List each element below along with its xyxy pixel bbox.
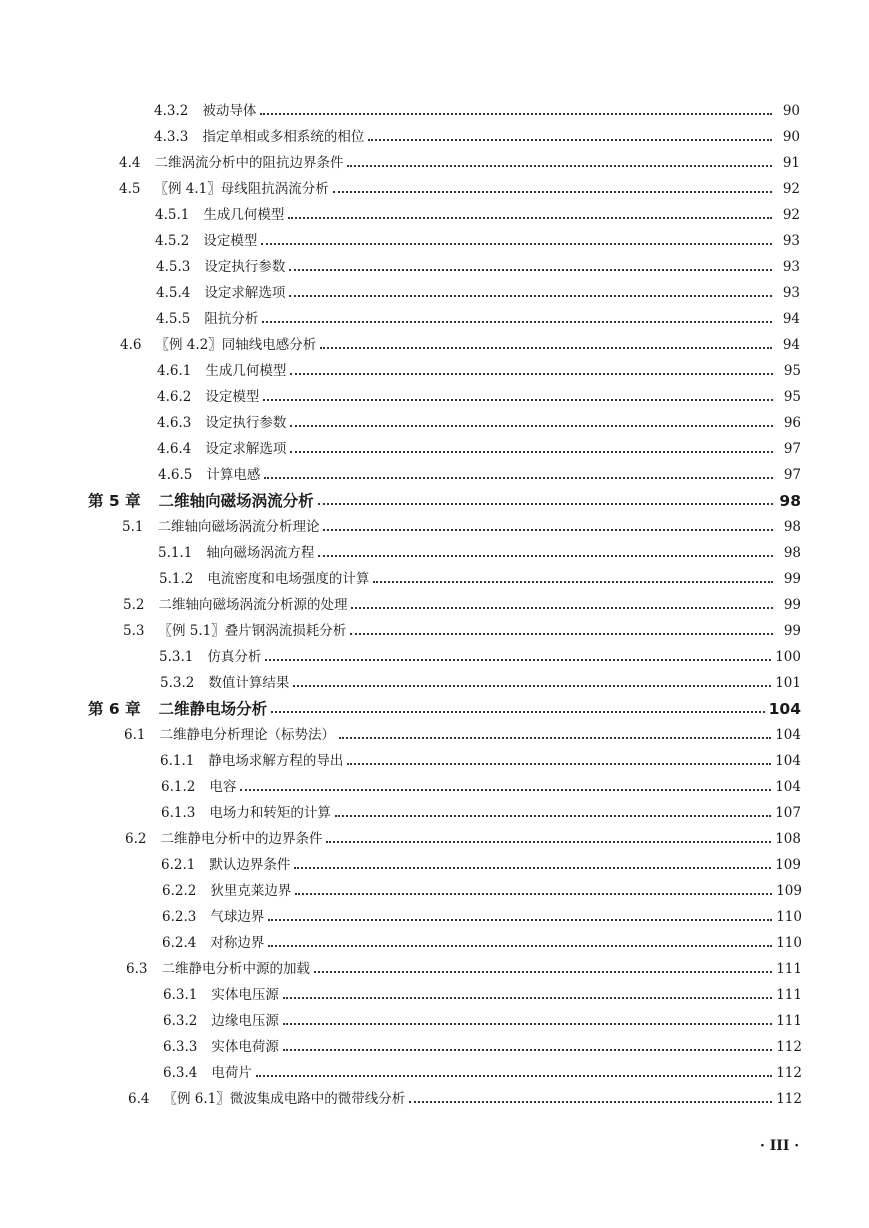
toc-leader-dots — [409, 1100, 772, 1103]
toc-entry-page: 96 — [783, 415, 801, 431]
toc-entry-page: 112 — [776, 1039, 802, 1055]
page-number: · III · — [760, 1138, 800, 1154]
toc-entry-number: 6.2.4 — [162, 935, 197, 951]
toc-entry — [155, 206, 800, 224]
toc-leader-dots — [271, 710, 765, 713]
toc-entry-number: 4.3.3 — [154, 129, 189, 145]
toc-entry — [123, 596, 801, 614]
toc-entry-number: 4.3.2 — [154, 103, 189, 119]
toc-entry-number: 4.6.1 — [157, 363, 192, 379]
toc-entry-number: 5.1.2 — [159, 571, 194, 587]
toc-entry-title: 生成几何模型 — [203, 207, 285, 223]
toc-entry-title: 〖例 6.1〗微波集成电路中的微带线分析 — [163, 1091, 406, 1107]
toc-entry-number: 5.3 — [123, 623, 145, 639]
toc-entry-page: 94 — [782, 311, 800, 327]
toc-entry — [158, 544, 801, 562]
toc-entry — [155, 232, 800, 250]
toc-leader-dots — [320, 346, 772, 349]
toc-entry-title: 〖例 5.1〗叠片钢涡流损耗分析 — [158, 623, 347, 639]
toc-entry-title: 二维涡流分析中的阻抗边界条件 — [154, 155, 344, 171]
toc-leader-dots — [283, 996, 772, 999]
toc-leader-dots — [294, 866, 771, 869]
toc-entry-page: 97 — [783, 467, 801, 483]
toc-entry-title: 设定求解选项 — [205, 441, 287, 457]
toc-entry-title: 指定单相或多相系统的相位 — [202, 129, 365, 145]
toc-entry-number: 5.1.1 — [158, 545, 193, 561]
toc-entry-title: 〖例 4.1〗母线阻抗涡流分析 — [154, 181, 329, 197]
toc-entry-page: 110 — [776, 935, 802, 951]
toc-leader-dots — [333, 190, 772, 193]
toc-leader-dots — [283, 1022, 772, 1025]
toc-leader-dots — [295, 892, 772, 895]
toc-entry — [156, 258, 800, 276]
toc-entry-number: 6.2.1 — [161, 857, 196, 873]
toc-entry-page: 104 — [775, 727, 801, 743]
toc-entry-page: 112 — [776, 1065, 802, 1081]
toc-entry — [162, 934, 802, 952]
toc-entry-page: 90 — [782, 103, 800, 119]
toc-entry-page: 93 — [782, 285, 800, 301]
toc-entry — [157, 440, 801, 458]
toc-entry — [158, 466, 801, 484]
toc-leader-dots — [263, 398, 773, 401]
toc-entry-page: 111 — [776, 961, 802, 977]
toc-entry-number: 第 6 章 — [88, 700, 141, 718]
toc-entry-page: 91 — [782, 155, 800, 171]
toc-entry — [163, 1038, 802, 1056]
toc-entry-title: 电荷片 — [211, 1065, 252, 1081]
toc-entry-title: 生成几何模型 — [205, 363, 287, 379]
toc-chapter-entry — [88, 700, 801, 718]
toc-entry-title: 设定求解选项 — [204, 285, 286, 301]
toc-entry-title: 对称边界 — [210, 935, 265, 951]
toc-entry-number: 6.2.2 — [162, 883, 197, 899]
toc-entry-number: 第 5 章 — [88, 492, 141, 510]
toc-entry — [119, 154, 800, 172]
toc-entry-page: 98 — [783, 519, 801, 535]
toc-entry-number: 4.5.5 — [156, 311, 191, 327]
toc-entry-number: 4.5.4 — [156, 285, 191, 301]
toc-entry-title: 狄里克莱边界 — [210, 883, 292, 899]
toc-entry-number: 4.4 — [119, 155, 141, 171]
toc-entry-number: 5.3.1 — [159, 649, 194, 665]
toc-entry-title: 电容 — [209, 779, 237, 795]
toc-entry-page: 100 — [775, 649, 801, 665]
toc-entry — [120, 336, 800, 354]
toc-entry-page: 97 — [783, 441, 801, 457]
toc-entry-title: 阻抗分析 — [204, 311, 259, 327]
toc-entry-page: 92 — [782, 181, 800, 197]
toc-entry-page: 93 — [782, 233, 800, 249]
toc-entry-page: 92 — [782, 207, 800, 223]
toc-entry — [156, 310, 800, 328]
toc-entry-title: 设定执行参数 — [205, 415, 287, 431]
toc-entry-title: 数值计算结果 — [208, 675, 290, 691]
toc-leader-dots — [264, 476, 773, 479]
toc-chapter-entry — [88, 492, 801, 510]
toc-entry — [157, 414, 801, 432]
toc-entry-number: 6.4 — [128, 1091, 150, 1107]
toc-entry-title: 电场力和转矩的计算 — [209, 805, 331, 821]
toc-entry-title: 二维静电场分析 — [158, 700, 268, 718]
toc-entry-number: 5.3.2 — [160, 675, 195, 691]
toc-entry-number: 4.6.2 — [157, 389, 192, 405]
toc-entry-title: 二维轴向磁场涡流分析理论 — [157, 519, 320, 535]
toc-leader-dots — [268, 918, 772, 921]
toc-entry — [163, 1064, 802, 1082]
toc-leader-dots — [347, 164, 772, 167]
toc-entry-number: 4.5.2 — [155, 233, 190, 249]
toc-entry-title: 设定模型 — [203, 233, 258, 249]
toc-entry-number: 6.3.4 — [163, 1065, 198, 1081]
toc-leader-dots — [283, 1048, 772, 1051]
toc-entry-title: 设定模型 — [205, 389, 260, 405]
toc-entry-page: 98 — [779, 492, 801, 510]
toc-entry — [161, 778, 801, 796]
toc-leader-dots — [323, 528, 773, 531]
toc-entry — [162, 908, 802, 926]
toc-entry-number: 4.5.3 — [156, 259, 191, 275]
toc-entry-page: 109 — [775, 857, 801, 873]
toc-entry-page: 104 — [775, 753, 801, 769]
toc-entry-title: 二维静电分析中源的加载 — [161, 961, 310, 977]
toc-leader-dots — [268, 944, 772, 947]
toc-entry-number: 6.1 — [124, 727, 146, 743]
toc-entry-title: 电流密度和电场强度的计算 — [207, 571, 370, 587]
toc-entry — [160, 752, 801, 770]
toc-entry-page: 99 — [783, 571, 801, 587]
toc-entry-number: 4.6.4 — [157, 441, 192, 457]
toc-entry — [128, 1090, 802, 1108]
toc-leader-dots — [256, 1074, 772, 1077]
toc-leader-dots — [262, 320, 772, 323]
toc-entry-number: 4.6 — [120, 337, 142, 353]
toc-entry — [162, 882, 802, 900]
toc-entry-page: 98 — [783, 545, 801, 561]
toc-entry-page: 104 — [775, 779, 801, 795]
toc-leader-dots — [326, 840, 771, 843]
toc-entry-title: 〖例 4.2〗同轴线电感分析 — [155, 337, 317, 353]
toc-entry-title: 气球边界 — [210, 909, 265, 925]
toc-entry — [124, 726, 801, 744]
toc-entry-page: 94 — [782, 337, 800, 353]
toc-entry — [154, 128, 800, 146]
toc-entry — [122, 518, 801, 536]
toc-leader-dots — [335, 814, 771, 817]
toc-entry-number: 4.6.5 — [158, 467, 193, 483]
toc-entry-page: 95 — [783, 389, 801, 405]
toc-entry — [163, 1012, 802, 1030]
toc-entry-number: 6.3.3 — [163, 1039, 198, 1055]
toc-entry-number: 4.6.3 — [157, 415, 192, 431]
toc-leader-dots — [368, 138, 772, 141]
toc-leader-dots — [347, 762, 771, 765]
toc-entry — [157, 362, 801, 380]
toc-entry-number: 6.2 — [125, 831, 147, 847]
toc-entry-title: 默认边界条件 — [209, 857, 291, 873]
toc-entry-number: 5.1 — [122, 519, 144, 535]
toc-entry-page: 112 — [776, 1091, 802, 1107]
toc-entry-page: 110 — [776, 909, 802, 925]
toc-entry — [161, 804, 801, 822]
toc-leader-dots — [265, 658, 771, 661]
toc-entry-number: 5.2 — [123, 597, 145, 613]
toc-entry — [126, 960, 802, 978]
toc-leader-dots — [314, 970, 772, 973]
toc-entry-number: 6.3.1 — [163, 987, 198, 1003]
toc-entry-title: 计算电感 — [206, 467, 261, 483]
toc-entry-page: 101 — [775, 675, 801, 691]
toc-entry-number: 4.5.1 — [155, 207, 190, 223]
toc-entry-title: 二维静电分析中的边界条件 — [160, 831, 323, 847]
toc-entry-number: 6.2.3 — [162, 909, 197, 925]
toc-entry-page: 108 — [775, 831, 801, 847]
toc-leader-dots — [351, 606, 773, 609]
toc-entry-title: 二维轴向磁场涡流分析 — [158, 492, 314, 510]
toc-leader-dots — [290, 424, 773, 427]
toc-entry-page: 107 — [775, 805, 801, 821]
toc-entry — [156, 284, 800, 302]
toc-entry-number: 6.1.2 — [161, 779, 196, 795]
toc-leader-dots — [373, 580, 773, 583]
toc-leader-dots — [318, 554, 773, 557]
toc-entry-title: 静电场求解方程的导出 — [208, 753, 344, 769]
toc-entry-title: 被动导体 — [202, 103, 257, 119]
toc-leader-dots — [289, 268, 772, 271]
toc-leader-dots — [339, 736, 771, 739]
toc-entry-page: 109 — [776, 883, 802, 899]
toc-entry-title: 二维静电分析理论（标势法） — [159, 727, 335, 743]
toc-entry-title: 设定执行参数 — [204, 259, 286, 275]
toc-entry-number: 6.3.2 — [163, 1013, 198, 1029]
toc-entry-number: 6.1.1 — [160, 753, 195, 769]
toc-entry-number: 4.5 — [119, 181, 141, 197]
toc-entry — [123, 622, 801, 640]
toc-entry — [157, 388, 801, 406]
toc-leader-dots — [288, 216, 772, 219]
toc-entry-page: 111 — [776, 1013, 802, 1029]
toc-leader-dots — [290, 372, 773, 375]
toc-entry — [163, 986, 802, 1004]
toc-entry — [154, 102, 800, 120]
toc-leader-dots — [289, 294, 772, 297]
toc-leader-dots — [261, 242, 772, 245]
toc-entry-page: 93 — [782, 259, 800, 275]
toc-leader-dots — [290, 450, 773, 453]
toc-entry-page: 95 — [783, 363, 801, 379]
toc-entry-page: 90 — [782, 129, 800, 145]
toc-entry — [119, 180, 800, 198]
toc-leader-dots — [240, 788, 771, 791]
toc-entry-page: 111 — [776, 987, 802, 1003]
toc-entry-page: 104 — [768, 700, 801, 718]
toc-leader-dots — [293, 684, 771, 687]
toc-entry-title: 轴向磁场涡流方程 — [206, 545, 315, 561]
toc-entry-title: 实体电荷源 — [211, 1039, 279, 1055]
toc-entry-title: 实体电压源 — [211, 987, 279, 1003]
toc-entry — [159, 570, 801, 588]
toc-entry — [125, 830, 801, 848]
toc-entry-title: 二维轴向磁场涡流分析源的处理 — [158, 597, 348, 613]
toc-leader-dots — [260, 112, 772, 115]
toc-entry-title: 仿真分析 — [207, 649, 262, 665]
toc-entry-number: 6.3 — [126, 961, 148, 977]
toc-entry — [161, 856, 801, 874]
toc-leader-dots — [350, 632, 773, 635]
toc-entry-page: 99 — [783, 597, 801, 613]
toc-entry-title: 边缘电压源 — [211, 1013, 279, 1029]
toc-entry — [160, 674, 801, 692]
toc-entry — [159, 648, 801, 666]
toc-entry-number: 6.1.3 — [161, 805, 196, 821]
toc-entry-page: 99 — [783, 623, 801, 639]
toc-leader-dots — [318, 502, 773, 505]
